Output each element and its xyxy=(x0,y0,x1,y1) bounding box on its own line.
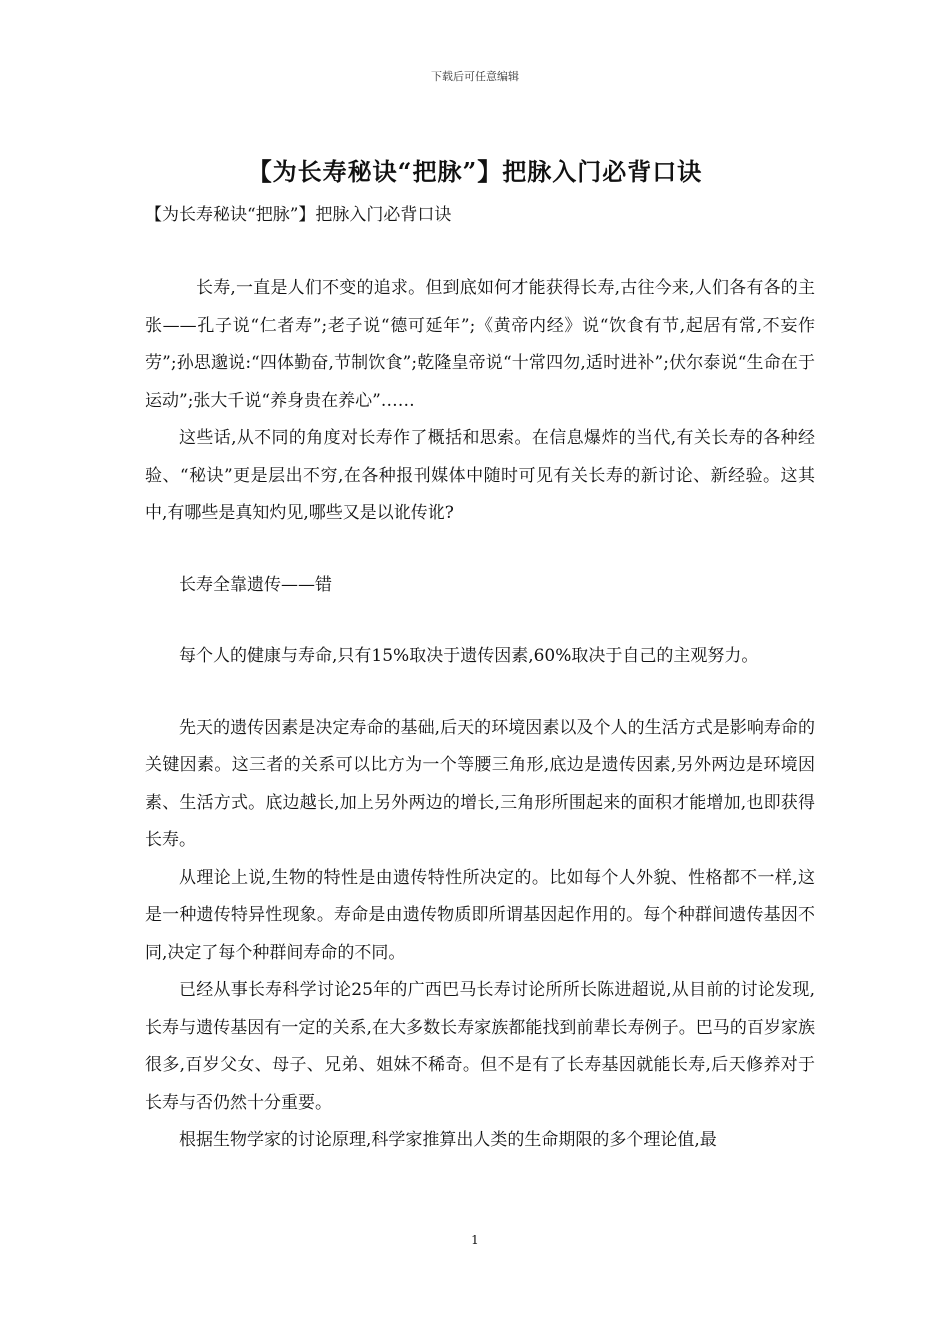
paragraph-factors: 先天的遗传因素是决定寿命的基础,后天的环境因素以及个人的生活方式是影响寿命的关键因素。这三者的关系可以比方为一个等腰三角形,底边是遗传因素,另外两边是环境因素、生活方式。底边越长,加上另外两边的增长,三角形所围起来的面积才能增加,也即获得长寿。 xyxy=(145,717,815,850)
document-body xyxy=(145,270,815,1160)
paragraph-reflection: 这些话,从不同的角度对长寿作了概括和思索。在信息爆炸的当代,有关长寿的各种经验、“秘诀”更是层出不穷,在各种报刊媒体中随时可见有关长寿的新讨论、新经验。这其中,有哪些是真知灼见,哪些又是以讹传讹? xyxy=(145,428,815,523)
paragraph-intro: 长寿,一直是人们不变的追求。但到底如何才能获得长寿,古往今来,人们各有各的主张——孔子说“仁者寿”;老子说“德可延年”;《黄帝内经》说“饮食有节,起居有常,不妄作劳”;孙思邈说:“四体勤奋,节制饮食”;乾隆皇帝说“十常四勿,适时进补”;伏尔泰说“生命在于运动”;张大千说“养身贵在养心”…… xyxy=(145,278,815,411)
paragraph-theory: 从理论上说,生物的特性是由遗传特性所决定的。比如每个人外貌、性格都不一样,这是一种遗传特异性现象。寿命是由遗传物质即所谓基因起作用的。每个种群间遗传基因不同,决定了每个种群间寿命的不同。 xyxy=(145,867,815,963)
paragraph-statistic: 每个人的健康与寿命,只有15%取决于遗传因素,60%取决于自己的主观努力。 xyxy=(179,646,759,666)
paragraph-research: 已经从事长寿科学讨论25年的广西巴马长寿讨论所所长陈进超说,从目前的讨论发现,长寿与遗传基因有一定的关系,在大多数长寿家族都能找到前辈长寿例子。巴马的百岁家族很多,百岁父女、母子、兄弟、姐妹不稀奇。但不是有了长寿基因就能长寿,后天修养对于长寿与否仍然十分重要。 xyxy=(145,980,815,1113)
document-title: 【为长寿秘诀“把脉”】把脉入门必背口诀 xyxy=(247,157,703,186)
page-number: 1 xyxy=(471,1233,479,1247)
document-subtitle: 【为长寿秘诀“把脉”】把脉入门必背口诀 xyxy=(145,205,452,225)
section-heading: 长寿全靠遗传——错 xyxy=(179,574,332,595)
header-note: 下载后可任意编辑 xyxy=(431,70,519,83)
paragraph-lifespan: 根据生物学家的讨论原理,科学家推算出人类的生命期限的多个理论值,最 xyxy=(179,1130,717,1150)
